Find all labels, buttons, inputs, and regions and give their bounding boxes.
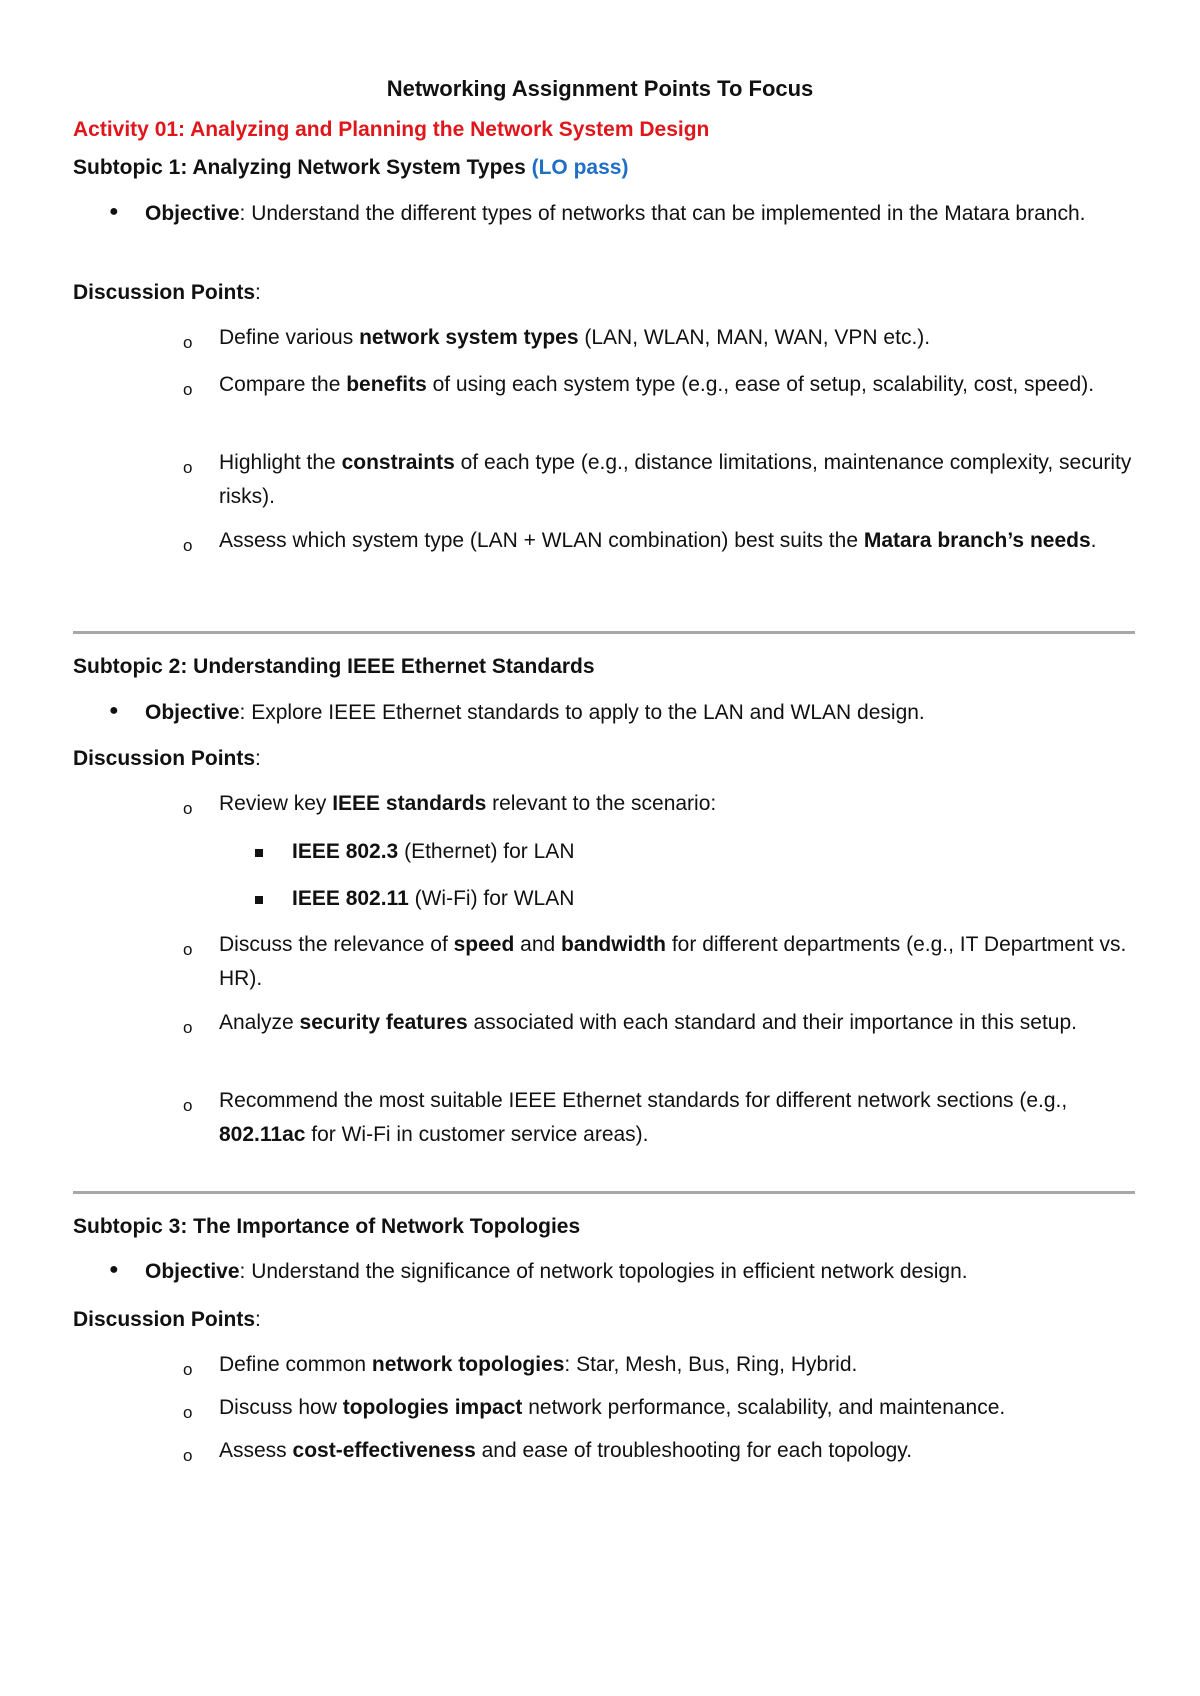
circle-bullet-icon: o bbox=[183, 458, 193, 477]
activity-heading: Activity 01: Analyzing and Planning the Network System Design bbox=[73, 118, 710, 141]
square-bullet-icon bbox=[255, 896, 263, 904]
list-item: Discuss the relevance of speed and bandwidth for different departments (e.g., IT Department vs. HR). bbox=[219, 933, 1127, 990]
circle-bullet-icon: o bbox=[183, 333, 193, 352]
list-item: Assess cost-effectiveness and ease of troubleshooting for each topology. bbox=[219, 1439, 913, 1462]
subtopic-3-objective bbox=[145, 1255, 1135, 1289]
discussion-points-label: Discussion Points: bbox=[73, 1308, 261, 1331]
sub-list-item: IEEE 802.11 (Wi-Fi) for WLAN bbox=[292, 887, 575, 910]
subtopic-1-title: Subtopic 1: Analyzing Network System Types bbox=[73, 156, 532, 179]
document-title: Networking Assignment Points To Focus bbox=[386, 76, 814, 101]
subtopic-3-heading: Subtopic 3: The Importance of Network Topologies bbox=[73, 1215, 581, 1238]
sub-list-item: IEEE 802.3 (Ethernet) for LAN bbox=[292, 840, 575, 863]
section-divider bbox=[73, 1191, 1135, 1194]
list-item: Discuss how topologies impact network performance, scalability, and maintenance. bbox=[219, 1396, 1006, 1419]
bullet-icon: ● bbox=[109, 203, 119, 220]
list-item: Analyze security features associated with each standard and their importance in this setup. bbox=[219, 1011, 1077, 1034]
list-item: Define common network topologies: Star, Mesh, Bus, Ring, Hybrid. bbox=[219, 1353, 858, 1376]
objective-label: Objective bbox=[145, 202, 240, 225]
discussion-label-text: Discussion Points bbox=[73, 281, 256, 304]
discussion-points-label: Discussion Points: bbox=[73, 747, 261, 770]
objective-text: : Understand the different types of networks that can be implemented in the Matara branch. bbox=[239, 202, 1086, 225]
list-item: Highlight the constraints of each type (e.g., distance limitations, maintenance complexity, security risks). bbox=[219, 451, 1132, 508]
list-item: Recommend the most suitable IEEE Ethernet standards for different network sections (e.g., 802.11ac for Wi-Fi in customer service areas). bbox=[219, 1089, 1068, 1146]
circle-bullet-icon: o bbox=[183, 799, 193, 818]
subtopic-1-objective bbox=[145, 197, 1135, 231]
circle-bullet-icon: o bbox=[183, 536, 193, 555]
circle-bullet-icon: o bbox=[183, 1096, 193, 1115]
circle-bullet-icon: o bbox=[183, 940, 193, 959]
objective-label: Objective bbox=[145, 1260, 240, 1283]
objective-label: Objective bbox=[145, 701, 240, 724]
discussion-points-label: Discussion Points: bbox=[73, 281, 261, 304]
subtopic-1-heading bbox=[73, 156, 628, 180]
list-item: Review key IEEE standards relevant to the scenario: bbox=[219, 792, 717, 815]
circle-bullet-icon: o bbox=[183, 1446, 193, 1465]
objective-text: : Explore IEEE Ethernet standards to apply to the LAN and WLAN design. bbox=[239, 701, 925, 724]
list-item: Compare the benefits of using each system type (e.g., ease of setup, scalability, cost, speed). bbox=[219, 373, 1095, 396]
circle-bullet-icon: o bbox=[183, 1403, 193, 1422]
square-bullet-icon bbox=[255, 849, 263, 857]
bullet-icon: ● bbox=[109, 1261, 119, 1278]
list-item: Assess which system type (LAN + WLAN combination) best suits the Matara branch’s needs. bbox=[219, 529, 1097, 552]
section-divider bbox=[73, 631, 1135, 634]
objective-text: : Understand the significance of network topologies in efficient network design. bbox=[239, 1260, 968, 1283]
circle-bullet-icon: o bbox=[183, 380, 193, 399]
lo-pass-tag: (LO pass) bbox=[531, 156, 629, 179]
circle-bullet-icon: o bbox=[183, 1360, 193, 1379]
discussion-label-text: Discussion Points bbox=[73, 747, 256, 770]
discussion-label-text: Discussion Points bbox=[73, 1308, 256, 1331]
list-item: Define various network system types (LAN, WLAN, MAN, WAN, VPN etc.). bbox=[219, 326, 931, 349]
subtopic-2-heading: Subtopic 2: Understanding IEEE Ethernet Standards bbox=[73, 655, 595, 678]
circle-bullet-icon: o bbox=[183, 1018, 193, 1037]
bullet-icon: ● bbox=[109, 702, 119, 719]
subtopic-2-objective bbox=[145, 696, 1135, 730]
